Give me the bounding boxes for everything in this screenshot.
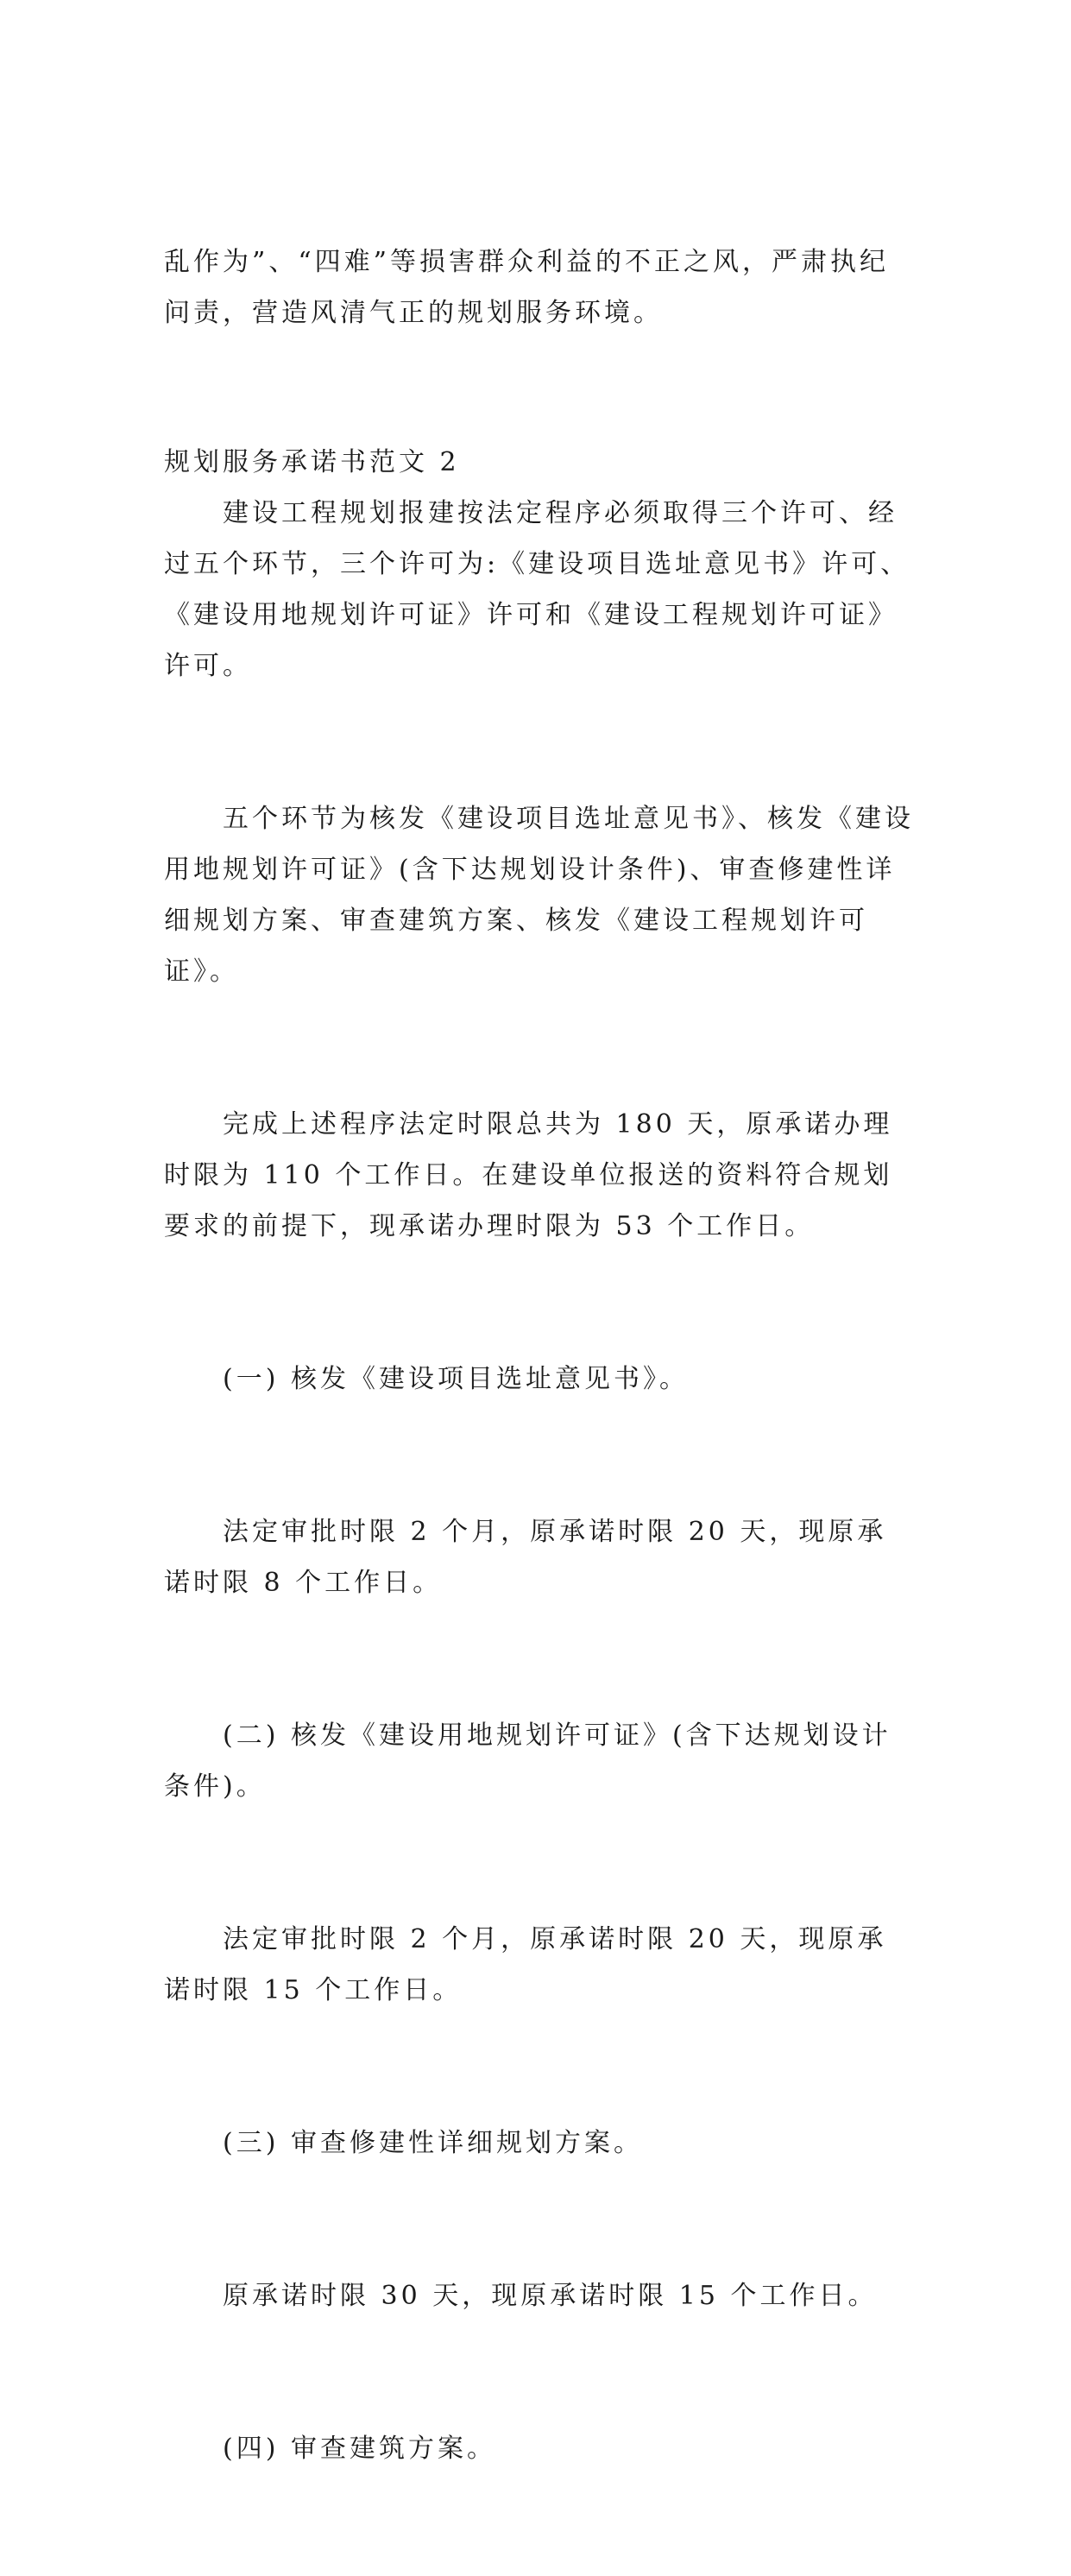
paragraph: 法定审批时限 2 个月，原承诺时限 20 天，现原承诺时限 8 个工作日。 — [164, 1517, 887, 1598]
paragraph: 法定审批时限 2 个月，原承诺时限 20 天，现原承诺时限 15 个工作日。 — [164, 1924, 887, 2005]
paragraph: 原承诺时限 30 天，现原承诺时限 15 个工作日。 — [223, 2281, 878, 2311]
paragraph: 完成上述程序法定时限总共为 180 天，原承诺办理时限为 110 个工作日。在建设单位报送的资料符合规划要求的前提下，现承诺办理时限为 53 个工作日。 — [164, 1109, 893, 1241]
paragraph: (四) 审查建筑方案。 — [223, 2434, 496, 2464]
paragraph: (三) 审查修建性详细规划方案。 — [223, 2128, 643, 2158]
section-heading: 规划服务承诺书范文 2 — [164, 447, 460, 477]
body-text-block — [164, 386, 915, 2576]
paragraph-continuation: 乱作为”、“四难”等损害群众利益的不正之风，严肃执纪问责，营造风清气正的规划服务环境。 — [164, 247, 890, 328]
paragraph: 五个环节为核发《建设项目选址意见书》、核发《建设用地规划许可证》(含下达规划设计条件)、审查修建性详细规划方案、审查建筑方案、核发《建设工程规划许可证》。 — [164, 804, 914, 987]
paragraph: (二) 核发《建设用地规划许可证》(含下达规划设计条件)。 — [164, 1720, 891, 1802]
paragraph: 建设工程规划报建按法定程序必须取得三个许可、经过五个环节，三个许可为:《建设项目选址意见书》许可、《建设用地规划许可证》许可和《建设工程规划许可证》许可。 — [164, 498, 910, 681]
paragraph: (一) 核发《建设项目选址意见书》。 — [223, 1364, 689, 1394]
